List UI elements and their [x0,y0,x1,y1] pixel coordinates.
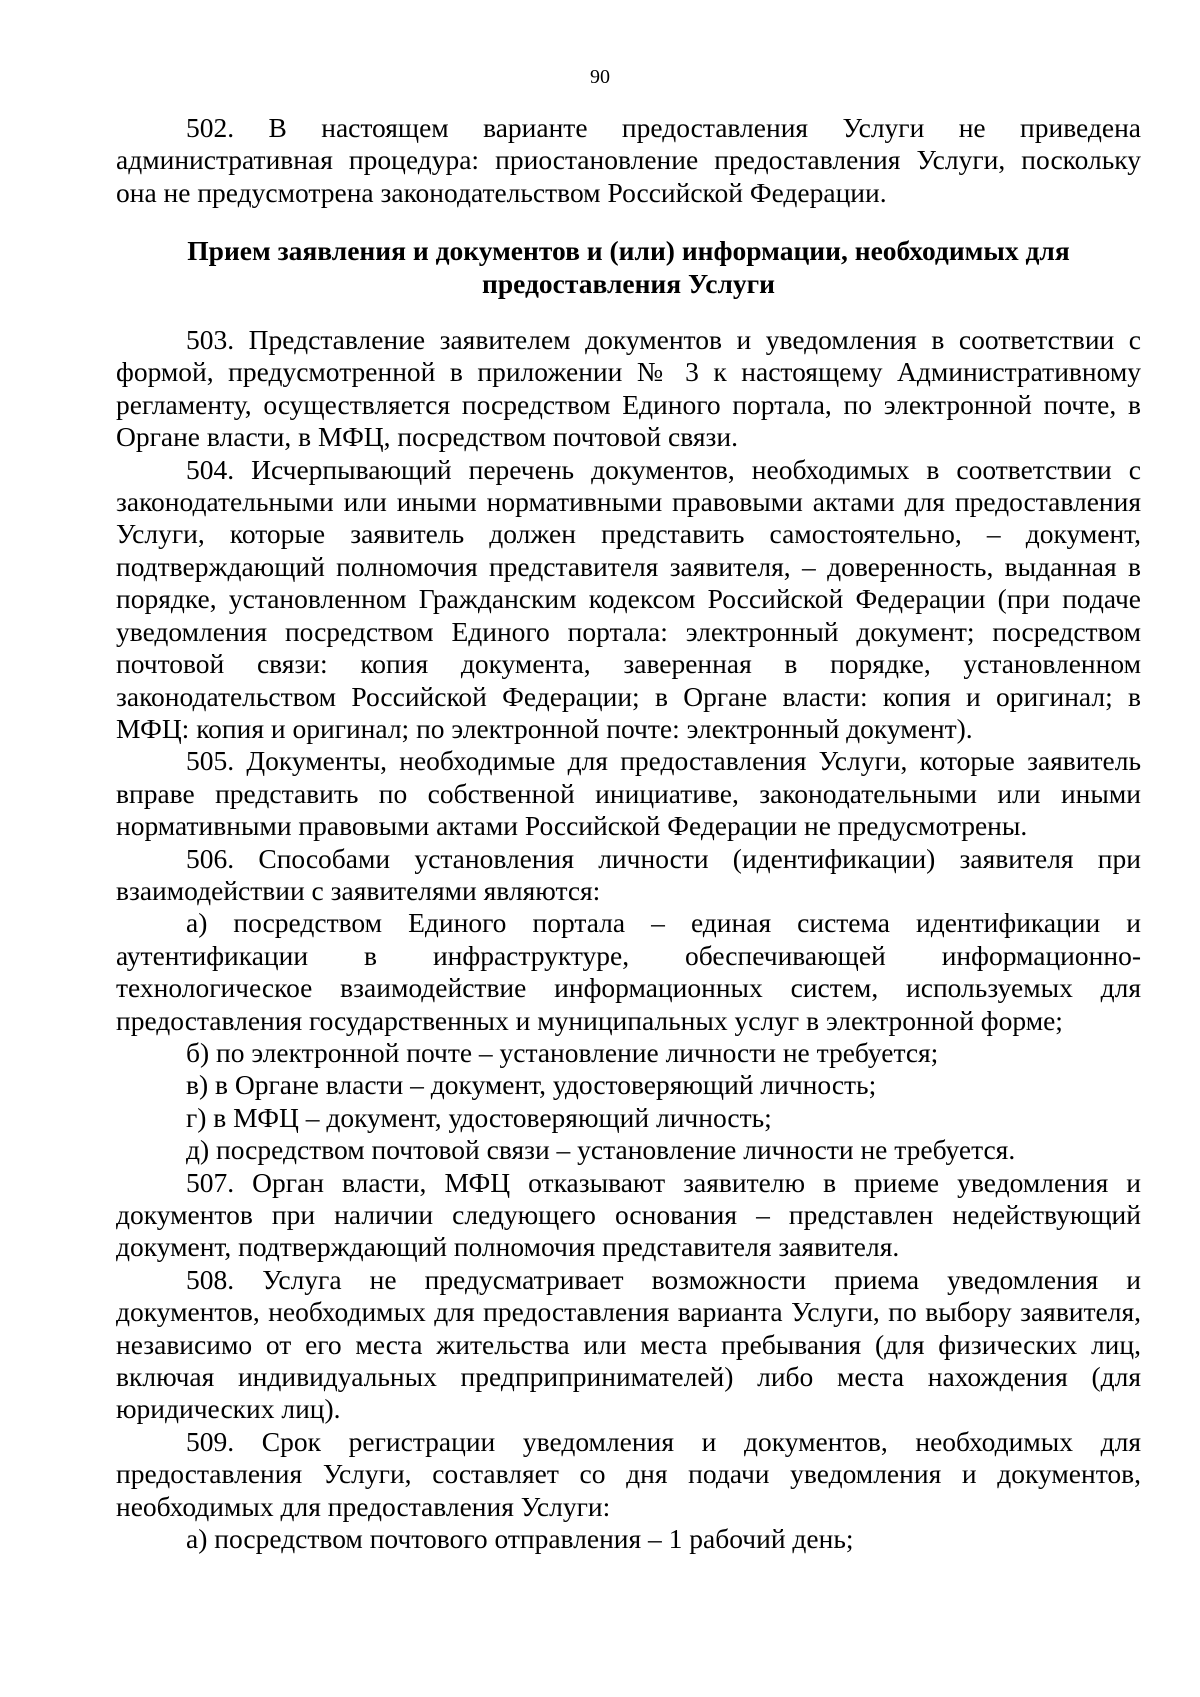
paragraph-504: 504. Исчерпывающий перечень документов, необходимых в соответствии с законодательными или иными нормативными правовыми актами для предоставления Услуги, которые заявитель должен представить самостоятельно, – документ, подтверждающий полномочия представителя заявителя, – доверенность, выданная в порядке, установленном Гражданским кодексом Российской Федерации (при подаче уведомления посредством Единого портала: электронный документ; посредством почтовой связи: копия документа, заверенная в порядке, установленном законодательством Российской Федерации; в Органе власти: копия и оригинал; в МФЦ: копия и оригинал; по электронной почте: электронный документ). [116,453,1141,744]
section-heading: Прием заявления и документов и (или) информации, необходимых для предоставления Услуги [187,235,1070,299]
paragraph-506: 506. Способами установления личности (идентификации) заявителя при взаимодействии с заявителями являются: [116,842,1141,906]
document-body [116,112,1141,1555]
paragraph-506-b: б) по электронной почте – установление личности не требуется; [186,1036,939,1068]
paragraph-508: 508. Услуга не предусматривает возможности приема уведомления и документов, необходимых для предоставления варианта Услуги, по выбору заявителя, независимо от его места жительства или места пребывания (для физических лиц, включая индивидуальных предприпринимателей) либо места нахождения (для юридических лиц). [116,1263,1141,1425]
paragraph-506-g: г) в МФЦ – документ, удостоверяющий личность; [186,1101,772,1133]
paragraph-509: 509. Срок регистрации уведомления и документов, необходимых для предоставления Услуги, составляет со дня подачи уведомления и документов, необходимых для предоставления Услуги: [116,1425,1141,1522]
paragraph-507: 507. Орган власти, МФЦ отказывают заявителю в приеме уведомления и документов при наличии следующего основания – представлен недействующий документ, подтверждающий полномочия представителя заявителя. [116,1166,1141,1263]
paragraph-506-v: в) в Органе власти – документ, удостоверяющий личность; [186,1069,877,1101]
page-number: 90 [590,66,610,88]
paragraph-505: 505. Документы, необходимые для предоставления Услуги, которые заявитель вправе представить по собственной инициативе, законодательными или иными нормативными правовыми актами Российской Федерации не предусмотрены. [116,745,1141,842]
paragraph-506-d: д) посредством почтовой связи – установление личности не требуется. [186,1134,1016,1166]
paragraph-509-a: а) посредством почтового отправления – 1 рабочий день; [186,1523,854,1555]
paragraph-506-a: а) посредством Единого портала – единая система идентификации и аутентификации в инфраструктуре, обеспечивающей информационно-технологическое взаимодействие информационных систем, используемых для предоставления государственных и муниципальных услуг в электронной форме; [116,907,1141,1036]
paragraph-502: 502. В настоящем варианте предоставления Услуги не приведена административная процедура: приостановление предоставления Услуги, поскольку она не предусмотрена законодательством Российской Федерации. [116,112,1141,208]
paragraph-503: 503. Представление заявителем документов и уведомления в соответствии с формой, предусмотренной в приложении № 3 к настоящему Административному регламенту, осуществляется посредством Единого портала, по электронной почте, в Органе власти, в МФЦ, посредством почтовой связи. [116,324,1141,453]
